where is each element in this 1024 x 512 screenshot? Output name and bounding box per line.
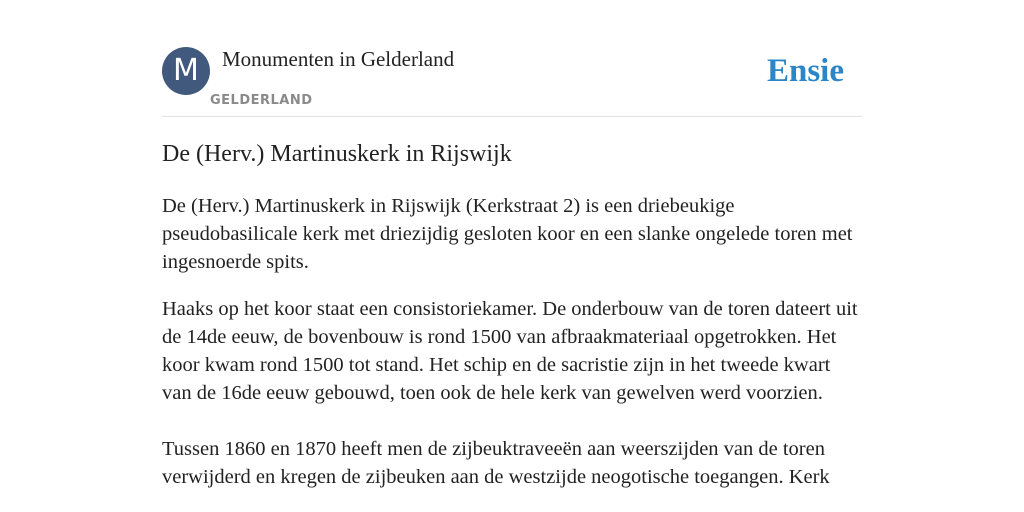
article-paragraph: Tussen 1860 en 1870 heeft men de zijbeuktraveeën aan weerszijden van de toren verwijderd en kregen de zijbeuken aan de westzijde neogotische toegangen. Kerk <box>162 438 830 488</box>
article-body <box>162 138 862 491</box>
article-paragraph: Haaks op het koor staat een consistoriekamer. De onderbouw van de toren dateert uit de 14de eeuw, de bovenbouw is rond 1500 van afbraakmateriaal opgetrokken. Het koor kwam rond 1500 tot stand. Het schip en de sacristie zijn in het tweede kwart van de 16de eeuw gebouwd, toen ook de hele kerk van gewelven werd voorzien. <box>162 298 858 404</box>
site-header <box>162 47 862 117</box>
article-paragraph: De (Herv.) Martinuskerk in Rijswijk (Kerkstraat 2) is een driebeukige pseudobasilicale kerk met driezijdig gesloten koor en een slanke ongelede toren met ingesnoerde spits. <box>162 195 853 273</box>
article-title: De (Herv.) Martinuskerk in Rijswijk <box>162 141 512 167</box>
site-title-link[interactable]: Monumenten in Gelderland <box>222 47 455 71</box>
site-avatar[interactable]: M <box>162 47 210 95</box>
category-link[interactable]: GELDERLAND <box>210 93 313 108</box>
brand-logo[interactable]: Ensie <box>766 53 844 89</box>
